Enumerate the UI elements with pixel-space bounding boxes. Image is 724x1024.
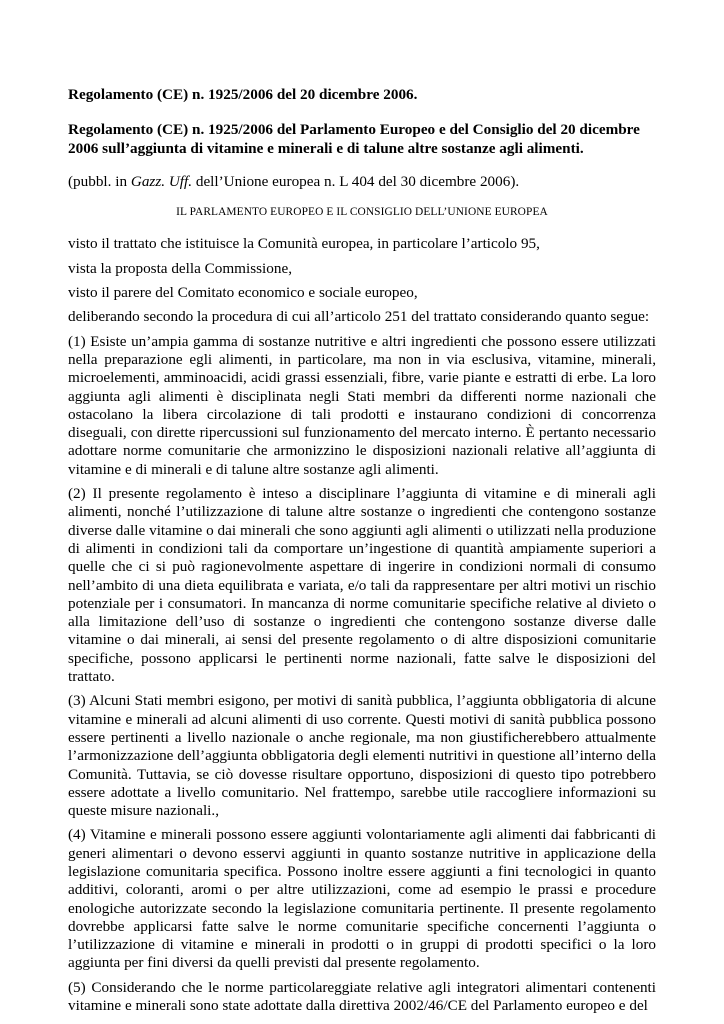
publication-note [68,173,656,191]
regulation-full-title: Regolamento (CE) n. 1925/2006 del Parlamento Europeo e del Consiglio del 20 dicembre 2006 sull’aggiunta di vitamine e minerali e di talune altre sostanze agli alimenti. [68,121,640,157]
recital-deliberando: deliberando secondo la procedura di cui all’articolo 251 del trattato considerando quanto segue: [68,308,650,326]
document-title: Regolamento (CE) n. 1925/2006 del 20 dicembre 2006. [68,86,418,103]
publication-note-suffix: dell’Unione europea n. L 404 del 30 dicembre 2006). [192,172,520,190]
recital-paragraph-4: (4) Vitamine e minerali possono essere aggiunti volontariamente agli alimenti dai fabbricanti di generi alimentari o devono esservi aggiunti in quanto sostanze nutritive in applicazione della legislazione comunitaria specifica. Possono inoltre essere aggiunti a fini tecnologici in quanto additivi, coloranti, aromi o per altre utilizzazioni, come ad esempio le prassi e procedure enologiche autorizzate secondo la legislazione comunitaria pertinente. Il presente regolamento dovrebbe applicarsi fatte salve le norme comunitarie specifiche concernenti l’aggiunta o l’utilizzazione di vitamine e minerali in prodotti o in gruppi di prodotti specifici o la loro aggiunta per fini diversi da quelli previsti dal presente regolamento. [68,826,656,972]
recital-paragraph-2: (2) Il presente regolamento è inteso a disciplinare l’aggiunta di vitamine e di minerali agli alimenti, nonché l’utilizzazione di talune altre sostanze o ingredienti che contengono sostanze diverse dalle vitamine o dai minerali che sono aggiunti agli alimenti o utilizzati nella produzione di alimenti in condizioni tali da comportare un’ingestione di quantità ampiamente superiori a quelle che ci si può ragionevolmente aspettare di ingerire in condizioni normali di consumo nell’ambito di una dieta equilibrata e variata, e/o tali da rappresentare per altri motivi un rischio potenziale per i consumatori. In mancanza di norme comunitarie specifiche relative al divieto o alla limitazione dell’uso di sostanze o ingredienti che contengono sostanze diverse dalle vitamine o dai minerali, ai sensi del presente regolamento o di altre disposizioni comunitarie specifiche, possono applicarsi le pertinenti norme nazionali, fatte salve le disposizioni del trattato. [68,485,656,686]
recital-paragraph-1: (1) Esiste un’ampia gamma di sostanze nutritive e altri ingredienti che possono essere utilizzati nella preparazione egli alimenti, in particolare, ma non in via esclusiva, vitamine, minerali, microelementi, amminoacidi, acidi grassi essenziali, fibre, varie piante e estratti di erbe. La loro aggiunta agli alimenti è disciplinata negli Stati membri da differenti norme nazionali che ostacolano la libera circolazione di tali prodotti e instaurano condizioni di concorrenza diseguali, con dirette ripercussioni sul funzionamento del mercato interno. È pertanto necessario adottare norme comunitarie che armonizzino le disposizioni nazionali relative all’aggiunta di vitamine e di minerali e di talune altre sostanze agli alimenti. [68,332,656,478]
recital-paragraph-5: (5) Considerando che le norme particolareggiate relative agli integratori alimentari contenenti vitamine e minerali sono state adottate dalla direttiva 2002/46/CE del Parlamento europeo e del [68,978,656,1015]
publication-note-prefix: (pubbl. in [68,172,131,190]
publication-journal: Gazz. Uff. [130,172,193,190]
recital-paragraph-3: (3) Alcuni Stati membri esigono, per motivi di sanità pubblica, l’aggiunta obbligatoria di alcune vitamine e minerali ad alcuni alimenti di uso corrente. Questi motivi di sanità pubblica possono essere pertinenti a livello nazionale o anche regionale, ma non giustificherebbero attualmente l’armonizzazione dell’aggiunta obbligatoria degli elementi nutritivi in questione all’interno della Comunità. Tuttavia, se ciò dovesse risultare opportuno, disposizioni di questo tipo potrebbero essere adottate a livello comunitario. Nel frattempo, sarebbe utile raccogliere informazioni su queste misure nazionali., [68,692,656,820]
recital-visto-3: visto il parere del Comitato economico e sociale europeo, [68,284,418,302]
section-heading: IL PARLAMENTO EUROPEO E IL CONSIGLIO DELL’UNIONE EUROPEA [176,206,548,219]
document-page [68,86,656,1021]
recital-visto-1: visto il trattato che istituisce la Comunità europea, in particolare l’articolo 95, [68,235,540,253]
recital-visto-2: vista la proposta della Commissione, [68,259,292,277]
